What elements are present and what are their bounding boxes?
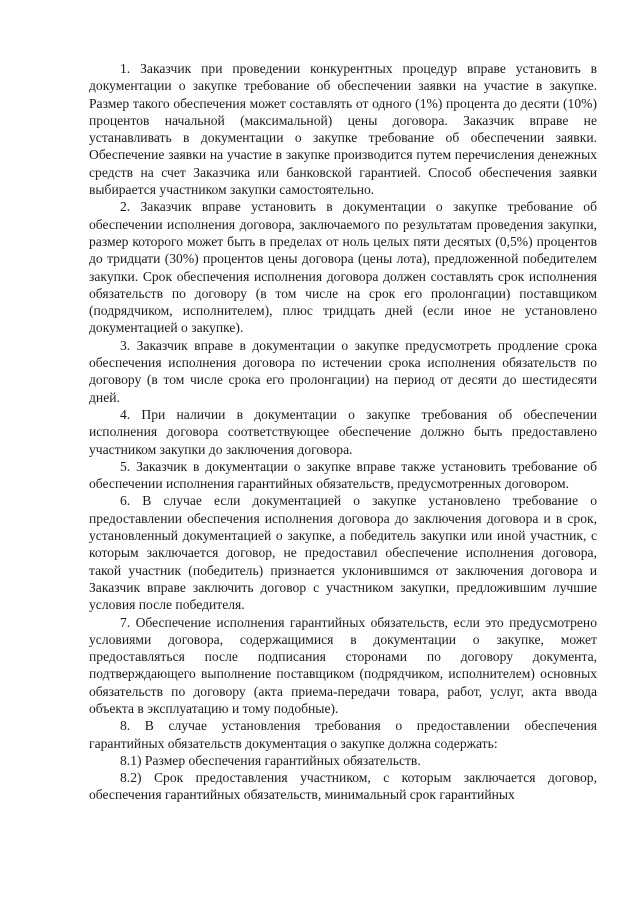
- paragraph-1: 1. Заказчик при проведении конкурентных процедур вправе установить в документации о закупке требование об обеспечении заявки на участие в закупке. Размер такого обеспечения может составлять от одного (1%) процента до десяти (10%) процентов начальной (максимальной) цены договора. Заказчик вправе не устанавливать в документации о закупке требование об обеспечении заявки. Обеспечение заявки на участие в закупке производится путем перечисления денежных средств на счет Заказчика или банковской гарантией. Способ обеспечения заявки выбирается участником закупки самостоятельно.: [89, 61, 597, 198]
- paragraph-4: 4. При наличии в документации о закупке требования об обеспечении исполнения договора соответствующее обеспечение должно быть предоставлено участником закупки до заключения договора.: [89, 406, 597, 457]
- paragraph-6: 6. В случае если документацией о закупке установлено требование о предоставлении обеспечения исполнения договора до заключения договора и в срок, установленный документацией о закупке, а победитель закупки или иной участник, с которым заключается договор, не предоставил обеспечение исполнения договора, такой участник (победитель) признается уклонившимся от заключения договора и Заказчик вправе заключить договор с участником закупки, предложившим лучшие условия после победителя.: [89, 493, 597, 613]
- paragraph-3: 3. Заказчик вправе в документации о закупке предусмотреть продление срока обеспечения исполнения договора по истечении срока исполнения обязательств по договору (в том числе срока его пролонгации) на период от десяти до шестидесяти дней.: [89, 337, 597, 405]
- paragraph-8: 8. В случае установления требования о предоставлении обеспечения гарантийных обязательств документация о закупке должна содержать:: [89, 718, 597, 751]
- paragraph-8-2: 8.2) Срок предоставления участником, с которым заключается договор, обеспечения гарантийных обязательств, минимальный срок гарантийных: [89, 770, 597, 803]
- paragraph-7: 7. Обеспечение исполнения гарантийных обязательств, если это предусмотрено условиями договора, содержащимися в документации о закупке, может предоставляться после подписания сторонами по договору документа, подтверждающего выполнение поставщиком (подрядчиком, исполнителем) основных обязательств по договору (акта приема-передачи товара, работ, услуг, акта ввода объекта в эксплуатацию и тому подобные).: [89, 614, 597, 716]
- paragraph-2: 2. Заказчик вправе установить в документации о закупке требование об обеспечении исполнения договора, заключаемого по результатам проведения закупки, размер которого может быть в пределах от ноль целых пяти десятых (0,5%) процентов до тридцати (30%) процентов цены договора (цены лота), предложенной победителем закупки. Срок обеспечения исполнения договора должен составлять срок исполнения обязательств по договору (в том числе на срок его пролонгации) поставщиком (подрядчиком, исполнителем), плюс тридцать дней (если иное не установлено документацией о закупке).: [89, 199, 597, 336]
- document-page: [89, 60, 597, 804]
- paragraph-8-1: 8.1) Размер обеспечения гарантийных обязательств.: [120, 752, 421, 768]
- paragraph-5: 5. Заказчик в документации о закупке вправе также установить требование об обеспечении исполнения гарантийных обязательств, предусмотренных договором.: [89, 458, 597, 492]
